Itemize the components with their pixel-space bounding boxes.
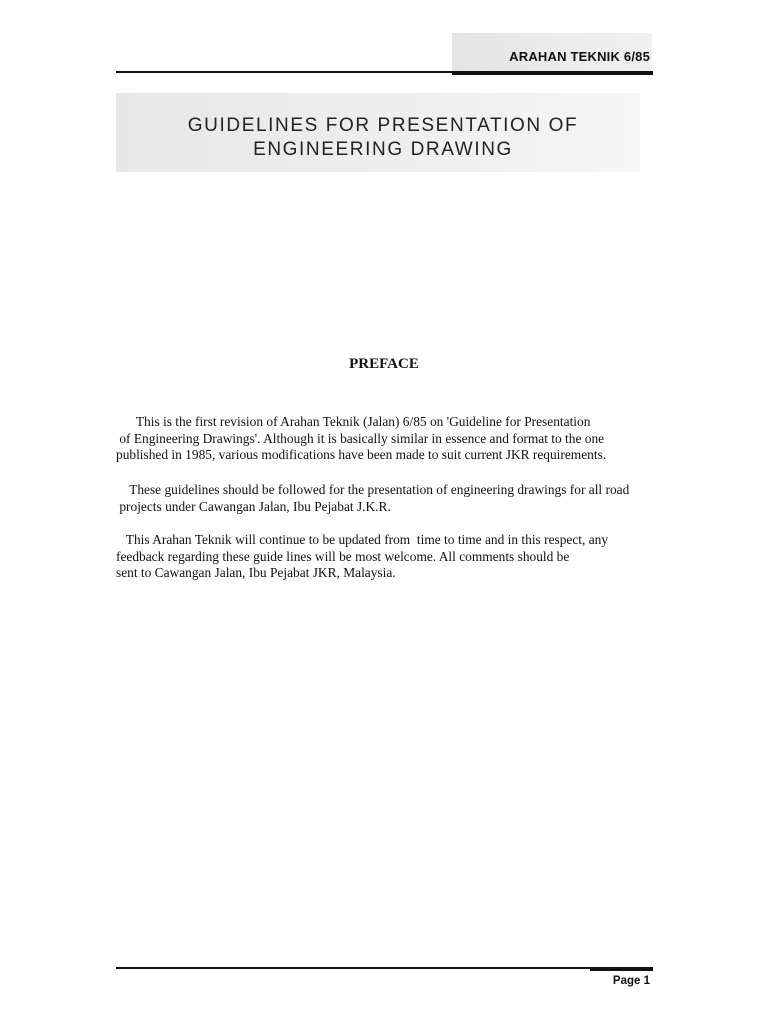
paragraph-line: of Engineering Drawings'. Although it is basically similar in essence and format to the one: [116, 430, 605, 446]
preface-paragraph-3: [116, 532, 608, 582]
paragraph-line: projects under Cawangan Jalan, Ibu Pejabat J.K.R.: [116, 498, 391, 514]
footer-rule: [116, 967, 592, 969]
footer-rule-thick: [590, 967, 653, 971]
preface-heading: PREFACE: [349, 356, 419, 372]
header-rule: [116, 71, 454, 73]
paragraph-line: sent to Cawangan Jalan, Ibu Pejabat JKR, Malaysia.: [116, 565, 396, 580]
page-number: Page 1: [612, 975, 650, 987]
paragraph-line: This is the first revision of Arahan Teknik (Jalan) 6/85 on 'Guideline for Presentation: [116, 414, 591, 429]
paragraph-line: These guidelines should be followed for the presentation of engineering drawings for all road: [116, 482, 630, 497]
paragraph-line: published in 1985, various modifications have been made to suit current JKR requirements.: [116, 447, 607, 462]
title-line-1: GUIDELINES FOR PRESENTATION OF: [187, 115, 579, 136]
document-code: ARAHAN TEKNIK 6/85: [509, 49, 650, 64]
document-title: [116, 114, 650, 162]
title-line-2: ENGINEERING DRAWING: [253, 139, 513, 160]
paragraph-line: feedback regarding these guide lines will be most welcome. All comments should be: [116, 548, 570, 564]
preface-paragraph-1: [116, 414, 606, 464]
header-rule-thick: [452, 71, 653, 75]
paragraph-line: This Arahan Teknik will continue to be updated from time to time and in this respect, any: [116, 532, 609, 547]
preface-paragraph-2: [116, 482, 629, 515]
